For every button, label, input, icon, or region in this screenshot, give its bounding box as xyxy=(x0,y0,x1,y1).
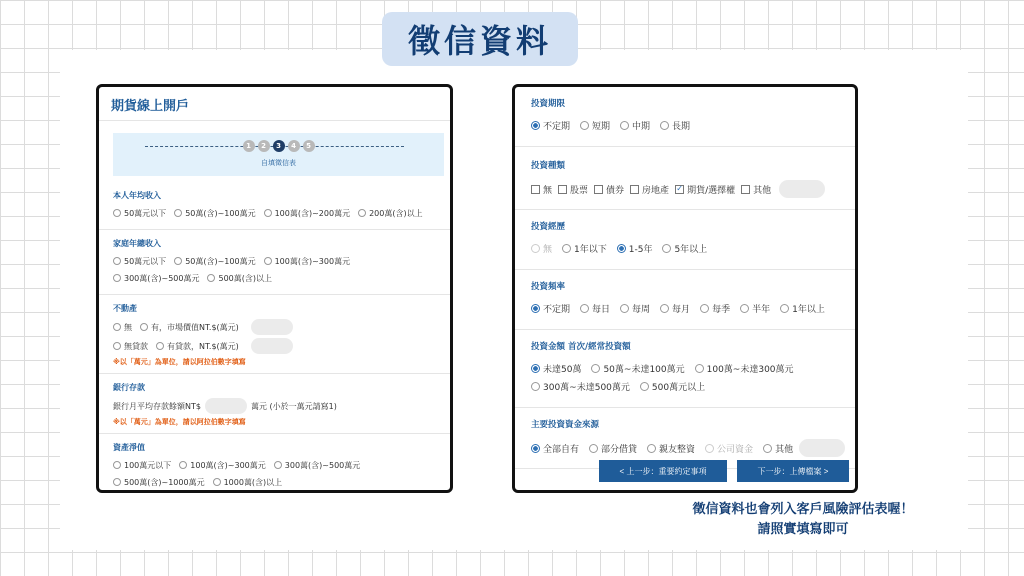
investment-type-section xyxy=(515,147,855,210)
radio-icon-disabled xyxy=(705,444,714,453)
option-label: 未達50萬 xyxy=(543,365,582,375)
option-label: 全部自有 xyxy=(543,444,580,455)
radio-icon xyxy=(589,444,598,453)
radio-icon xyxy=(695,364,704,373)
option-label: 50萬(含)~100萬元 xyxy=(185,256,256,266)
radio-icon xyxy=(113,323,121,331)
option-label: 100萬~未達300萬元 xyxy=(706,365,794,375)
option-label: 50萬~未達100萬元 xyxy=(603,365,685,375)
option-label: 有貸款，NT.$(萬元) xyxy=(167,341,239,351)
investment-amount-section xyxy=(515,330,855,408)
bank-deposit-section xyxy=(99,374,450,434)
frequency-option-daily[interactable] xyxy=(580,302,610,315)
option-label: 無 xyxy=(543,185,553,196)
option-label: 債券 xyxy=(606,185,625,196)
experience-option-over-5y[interactable] xyxy=(662,242,707,255)
option-label: 1年以上 xyxy=(792,305,825,315)
radio-icon xyxy=(174,209,182,217)
radio-icon xyxy=(358,209,366,217)
section-label: 主要投資資金來源 xyxy=(531,420,600,430)
section-label: 投資金額 首次/經常投資額 xyxy=(531,342,631,352)
radio-icon-selected xyxy=(531,364,540,373)
investment-frequency-section xyxy=(515,270,855,330)
option-label: 300萬(含)~500萬元 xyxy=(284,460,361,470)
checkbox-checked-icon: ✓ xyxy=(676,184,683,193)
footer-line-1: 徵信資料也會列入客戶風險評估表喔！ xyxy=(692,502,914,517)
radio-icon xyxy=(274,461,282,469)
amount-option-50-100[interactable] xyxy=(591,362,684,375)
real-estate-owned-option[interactable] xyxy=(140,322,239,333)
experience-option-1-5y[interactable] xyxy=(617,242,653,255)
checkbox-icon xyxy=(594,185,603,194)
option-label: 不定期 xyxy=(543,305,571,315)
radio-icon xyxy=(780,304,789,313)
family-income-section xyxy=(99,230,450,295)
no-loan-option[interactable] xyxy=(113,341,148,352)
section-label: 銀行存款 xyxy=(113,383,145,392)
source-option-partial-loan[interactable] xyxy=(589,442,637,455)
radio-icon-selected xyxy=(531,304,540,313)
net-assets-option-3[interactable] xyxy=(274,460,360,471)
frequency-option-weekly[interactable] xyxy=(620,302,650,315)
account-opening-form-panel xyxy=(96,84,453,493)
radio-icon xyxy=(207,274,215,282)
deposit-suffix-label: 萬元 (小於一萬元請寫1) xyxy=(250,401,337,411)
income-option-2[interactable] xyxy=(174,208,255,219)
real-estate-none-option[interactable] xyxy=(113,322,132,333)
radio-icon xyxy=(113,209,121,217)
step-2: 2 xyxy=(258,140,270,152)
radio-icon xyxy=(620,121,629,130)
option-label: 無貸款 xyxy=(124,341,148,351)
deposit-amount-input[interactable] xyxy=(205,398,247,414)
radio-icon-selected xyxy=(531,444,540,453)
period-option-medium[interactable] xyxy=(620,119,650,132)
option-label: 500萬(含)~1000萬元 xyxy=(124,477,205,487)
option-label: 50萬(含)~100萬元 xyxy=(185,208,256,218)
checkbox-icon xyxy=(741,185,750,194)
type-option-futures-options[interactable] xyxy=(675,183,735,196)
source-option-own[interactable] xyxy=(531,442,579,455)
frequency-option-quarterly[interactable] xyxy=(700,302,730,315)
investment-profile-panel xyxy=(512,84,858,493)
option-label: 無 xyxy=(543,245,553,255)
radio-icon xyxy=(660,121,669,130)
has-loan-option[interactable] xyxy=(156,341,239,352)
net-assets-option-4[interactable] xyxy=(113,477,205,488)
net-assets-option-2[interactable] xyxy=(179,460,265,471)
option-label: 親友整資 xyxy=(659,444,696,455)
option-label: 300萬(含)~500萬元 xyxy=(124,273,200,283)
type-option-bonds[interactable] xyxy=(594,183,624,196)
option-label: 部分借貸 xyxy=(601,444,638,455)
amount-option-100-300[interactable] xyxy=(695,362,794,375)
section-label: 投資頻率 xyxy=(531,282,566,292)
checkbox-icon xyxy=(558,185,567,194)
radio-icon xyxy=(113,257,121,265)
income-option-3[interactable] xyxy=(264,208,350,219)
frequency-option-indefinite[interactable] xyxy=(531,302,570,315)
option-label: 其他 xyxy=(753,185,772,196)
real-estate-section xyxy=(99,295,450,374)
unit-note: ※以「萬元」為單位，請以阿拉伯數字填寫 xyxy=(113,358,246,366)
step-1: 1 xyxy=(243,140,255,152)
radio-icon xyxy=(763,444,772,453)
frequency-option-half-year[interactable] xyxy=(740,302,770,315)
income-option-1[interactable] xyxy=(113,208,166,219)
section-label: 本人年均收入 xyxy=(113,191,161,200)
family-income-option-5[interactable] xyxy=(207,273,272,284)
radio-icon xyxy=(113,478,121,486)
option-label: 房地產 xyxy=(642,185,670,196)
option-label: 50萬元以下 xyxy=(124,208,167,218)
radio-icon xyxy=(264,257,272,265)
amount-option-over-500[interactable] xyxy=(640,380,705,393)
progress-stepper xyxy=(113,133,444,176)
radio-icon xyxy=(156,342,164,350)
option-label: 期貨/選擇權 xyxy=(687,185,736,196)
section-label: 資產淨值 xyxy=(113,443,145,452)
checkbox-icon xyxy=(630,185,639,194)
type-option-none[interactable] xyxy=(531,183,552,196)
type-option-other[interactable] xyxy=(741,183,771,196)
investment-period-section xyxy=(515,87,855,147)
period-option-short[interactable] xyxy=(580,119,610,132)
market-value-input[interactable] xyxy=(251,319,293,335)
section-label: 家庭年總收入 xyxy=(113,239,161,248)
radio-icon xyxy=(580,304,589,313)
option-label: 1000萬(含)以上 xyxy=(223,477,283,487)
option-label: 1-5年 xyxy=(628,245,653,255)
option-label: 公司資金 xyxy=(717,444,754,455)
radio-icon xyxy=(740,304,749,313)
option-label: 每日 xyxy=(592,305,611,315)
investment-experience-section xyxy=(515,210,855,270)
radio-icon xyxy=(562,244,571,253)
panel-title: 期貨線上開戶 xyxy=(99,87,450,121)
family-income-option-2[interactable] xyxy=(174,256,255,267)
footer-caption xyxy=(668,500,938,540)
option-label: 短期 xyxy=(592,122,611,132)
option-label: 500萬元以上 xyxy=(651,383,706,393)
radio-icon xyxy=(179,461,187,469)
option-label: 半年 xyxy=(752,305,771,315)
checkbox-icon xyxy=(531,185,540,194)
section-label: 投資種類 xyxy=(531,161,566,171)
page-title: 徵信資料 xyxy=(382,12,578,66)
period-option-indefinite[interactable] xyxy=(531,119,570,132)
option-label: 股票 xyxy=(570,185,589,196)
option-label: 1年以下 xyxy=(574,245,607,255)
income-option-4[interactable] xyxy=(358,208,423,219)
option-label: 500萬(含)以上 xyxy=(218,273,272,283)
option-label: 中期 xyxy=(632,122,651,132)
family-income-option-1[interactable] xyxy=(113,256,166,267)
option-label: 100萬(含)~300萬元 xyxy=(274,256,351,266)
radio-icon xyxy=(113,274,121,282)
radio-icon-selected xyxy=(531,121,540,130)
option-label: 長期 xyxy=(672,122,691,132)
option-label: 每月 xyxy=(672,305,691,315)
experience-option-none[interactable] xyxy=(531,242,552,255)
option-label: 不定期 xyxy=(543,122,571,132)
net-assets-option-1[interactable] xyxy=(113,460,171,471)
family-income-option-3[interactable] xyxy=(264,256,350,267)
step-3-current: 3 xyxy=(273,140,285,152)
radio-icon xyxy=(640,382,649,391)
source-option-family[interactable] xyxy=(647,442,695,455)
net-assets-section xyxy=(99,434,450,493)
radio-icon xyxy=(647,444,656,453)
option-label: 200萬(含)以上 xyxy=(369,208,423,218)
radio-icon xyxy=(264,209,272,217)
option-label: 50萬元以下 xyxy=(124,256,167,266)
option-label: 其他 xyxy=(775,444,794,455)
radio-icon xyxy=(662,244,671,253)
option-label: 有，市場價值NT.$(萬元) xyxy=(151,322,239,332)
navigation-buttons xyxy=(599,460,849,482)
radio-icon-selected xyxy=(617,244,626,253)
option-label: 100萬(含)~200萬元 xyxy=(274,208,351,218)
previous-step-button[interactable]: < 上一步：重要約定事項 xyxy=(599,460,727,482)
radio-icon xyxy=(213,478,221,486)
step-5: 5 xyxy=(303,140,315,152)
step-caption: 自填徵信表 xyxy=(261,159,296,167)
option-label: 每季 xyxy=(712,305,731,315)
radio-icon xyxy=(113,461,121,469)
option-label: 300萬~未達500萬元 xyxy=(543,383,630,393)
amount-option-300-500[interactable] xyxy=(531,380,630,393)
personal-income-section xyxy=(99,182,450,230)
loan-amount-input[interactable] xyxy=(251,338,293,354)
step-4: 4 xyxy=(288,140,300,152)
radio-icon xyxy=(591,364,600,373)
other-type-input[interactable] xyxy=(779,180,825,198)
option-label: 無 xyxy=(124,322,132,332)
family-income-option-4[interactable] xyxy=(113,273,199,284)
type-option-real-estate[interactable] xyxy=(630,183,669,196)
option-label: 每周 xyxy=(632,305,651,315)
net-assets-option-5[interactable] xyxy=(213,477,283,488)
next-step-button[interactable]: 下一步：上傳檔案 > xyxy=(737,460,849,482)
radio-icon xyxy=(174,257,182,265)
frequency-option-yearly-plus[interactable] xyxy=(780,302,825,315)
source-option-company[interactable] xyxy=(705,442,753,455)
radio-icon-disabled xyxy=(531,244,540,253)
period-option-long[interactable] xyxy=(660,119,690,132)
other-source-input[interactable] xyxy=(799,439,845,457)
option-label: 5年以上 xyxy=(674,245,708,255)
unit-note: ※以「萬元」為單位，請以阿拉伯數字填寫 xyxy=(113,418,246,426)
section-label: 不動產 xyxy=(113,304,137,313)
amount-option-under-50[interactable] xyxy=(531,362,581,375)
radio-icon xyxy=(580,121,589,130)
radio-icon xyxy=(620,304,629,313)
radio-icon xyxy=(700,304,709,313)
deposit-prefix-label: 銀行月平均存款餘額NT$ xyxy=(113,401,201,411)
radio-icon xyxy=(140,323,148,331)
experience-option-under-1y[interactable] xyxy=(562,242,607,255)
section-label: 投資經歷 xyxy=(531,222,566,232)
source-option-other[interactable] xyxy=(763,442,793,455)
section-label: 投資期限 xyxy=(531,99,566,109)
frequency-option-monthly[interactable] xyxy=(660,302,690,315)
option-label: 100萬元以下 xyxy=(124,460,172,470)
option-label: 100萬(含)~300萬元 xyxy=(190,460,266,470)
radio-icon xyxy=(113,342,121,350)
footer-line-2: 請照實填寫即可 xyxy=(757,522,849,537)
radio-icon xyxy=(660,304,669,313)
radio-icon xyxy=(531,382,540,391)
type-option-stocks[interactable] xyxy=(558,183,588,196)
